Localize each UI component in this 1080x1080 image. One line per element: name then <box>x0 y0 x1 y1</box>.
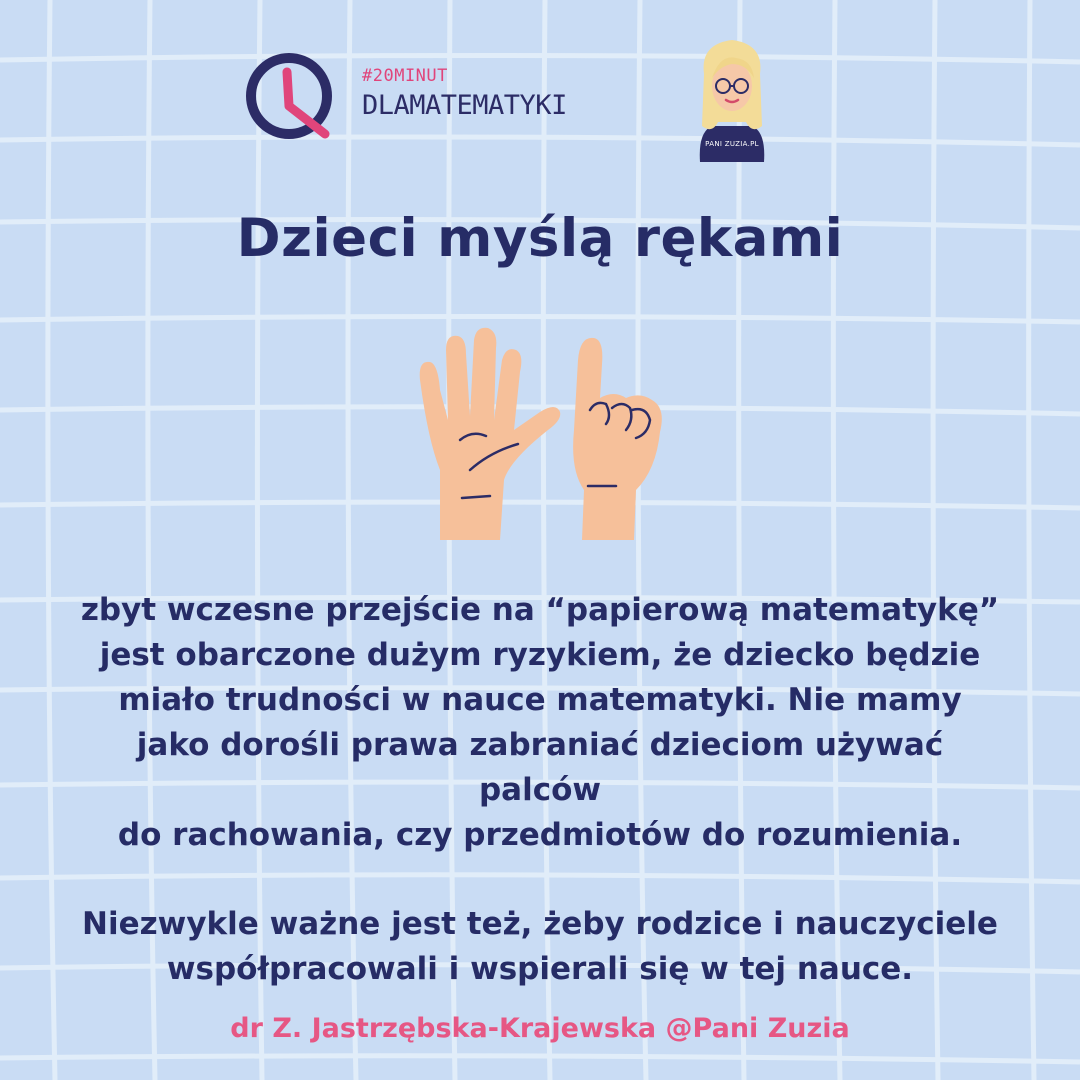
body-text <box>0 588 1080 992</box>
body-line: palców <box>478 772 602 808</box>
body-line: zbyt wczesne przejście na “papierową matematykę” <box>80 592 1000 628</box>
page-title: Dzieci myślą rękami <box>236 208 844 269</box>
logo-wordmark <box>362 66 567 126</box>
body-line: jako dorośli prawa zabraniać dzieciom używać <box>136 727 944 763</box>
body-line: jest obarczone dużym ryzykiem, że dziecko będzie <box>99 637 981 673</box>
body-line: współpracowali i wspierali się w tej nauce. <box>166 951 914 987</box>
body-line: do rachowania, czy przedmiotów do rozumienia. <box>117 817 963 853</box>
logo-name: DLAMATEMATYKI <box>362 90 567 121</box>
clock-icon <box>243 50 339 146</box>
counting-hands-icon <box>400 320 670 540</box>
author-credit: dr Z. Jastrzębska-Krajewska @Pani Zuzia <box>230 1013 850 1044</box>
avatar-badge: PANI ZUZIA.PL <box>705 140 759 148</box>
body-line: miało trudności w nauce matematyki. Nie mamy <box>118 682 962 718</box>
body-line: Niezwykle ważne jest też, żeby rodzice i nauczyciele <box>82 906 998 942</box>
logo-hashtag: #20MINUT <box>362 66 448 86</box>
